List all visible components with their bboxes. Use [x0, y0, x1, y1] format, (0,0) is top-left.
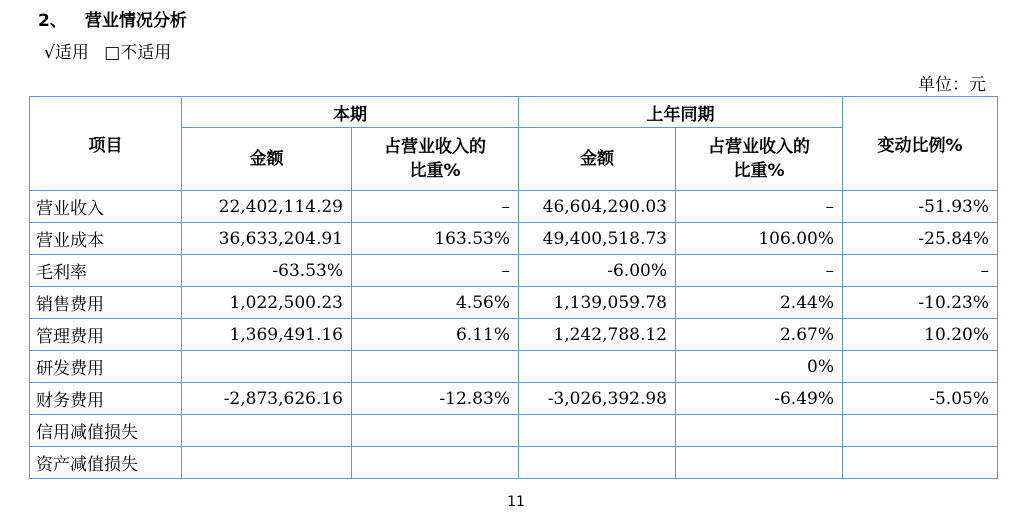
row-item: 资产减值损失 [30, 447, 182, 479]
prior-share-cell: -6.49% [676, 383, 843, 415]
current-share-cell: 4.56% [352, 287, 519, 319]
option-applicable: √适用 [44, 43, 89, 63]
prior-share-cell [676, 447, 843, 479]
table-row [30, 415, 998, 447]
prior-amount-cell: -3,026,392.98 [519, 383, 676, 415]
current-share-cell: – [352, 191, 519, 223]
header-prior-share [676, 128, 843, 191]
prior-amount-cell: 49,400,518.73 [519, 223, 676, 255]
change-ratio-cell: -25.84% [843, 223, 998, 255]
prior-share-cell [676, 415, 843, 447]
current-share-cell: -12.83% [352, 383, 519, 415]
current-share-cell [352, 415, 519, 447]
operating-analysis-table [29, 96, 998, 479]
prior-amount-cell: 1,242,788.12 [519, 319, 676, 351]
option-not-applicable: □不适用 [104, 43, 172, 63]
row-item: 管理费用 [30, 319, 182, 351]
section-title: 营业情况分析 [84, 11, 187, 31]
prior-amount-cell [519, 351, 676, 383]
applicability-options [44, 38, 181, 63]
section-heading [38, 6, 187, 31]
prior-share-cell: – [676, 191, 843, 223]
table-body [30, 191, 998, 479]
table-row [30, 287, 998, 319]
prior-share-cell: 2.44% [676, 287, 843, 319]
row-item: 销售费用 [30, 287, 182, 319]
table-row [30, 191, 998, 223]
current-amount-cell [182, 351, 352, 383]
current-amount-cell: -2,873,626.16 [182, 383, 352, 415]
row-item: 财务费用 [30, 383, 182, 415]
table-row [30, 383, 998, 415]
prior-amount-cell: 46,604,290.03 [519, 191, 676, 223]
prior-amount-cell [519, 415, 676, 447]
header-change-ratio: 变动比例% [843, 97, 998, 191]
prior-amount-cell [519, 447, 676, 479]
change-ratio-cell: -5.05% [843, 383, 998, 415]
header-share-line1: 占营业收入的 [708, 137, 810, 157]
current-share-cell: 163.53% [352, 223, 519, 255]
current-share-cell [352, 447, 519, 479]
row-item: 毛利率 [30, 255, 182, 287]
prior-amount-cell: 1,139,059.78 [519, 287, 676, 319]
header-current-period: 本期 [182, 97, 519, 128]
header-share-line1: 占营业收入的 [384, 137, 486, 157]
section-number: 2、 [38, 11, 67, 31]
row-item: 研发费用 [30, 351, 182, 383]
prior-share-cell: 0% [676, 351, 843, 383]
current-amount-cell: -63.53% [182, 255, 352, 287]
table-row [30, 319, 998, 351]
change-ratio-cell: -51.93% [843, 191, 998, 223]
row-item: 信用减值损失 [30, 415, 182, 447]
header-prior-amount: 金额 [519, 128, 676, 191]
header-item: 项目 [30, 97, 182, 191]
prior-share-cell: – [676, 255, 843, 287]
header-prior-period: 上年同期 [519, 97, 843, 128]
change-ratio-cell [843, 351, 998, 383]
header-current-amount: 金额 [182, 128, 352, 191]
header-current-share [352, 128, 519, 191]
current-amount-cell [182, 415, 352, 447]
current-amount-cell: 1,022,500.23 [182, 287, 352, 319]
prior-share-cell: 106.00% [676, 223, 843, 255]
change-ratio-cell [843, 447, 998, 479]
change-ratio-cell: – [843, 255, 998, 287]
prior-share-cell: 2.67% [676, 319, 843, 351]
table-row [30, 447, 998, 479]
change-ratio-cell [843, 415, 998, 447]
table-row [30, 223, 998, 255]
current-amount-cell: 22,402,114.29 [182, 191, 352, 223]
prior-amount-cell: -6.00% [519, 255, 676, 287]
header-share-line2: 比重% [409, 161, 461, 181]
current-share-cell: 6.11% [352, 319, 519, 351]
row-item: 营业收入 [30, 191, 182, 223]
current-amount-cell: 36,633,204.91 [182, 223, 352, 255]
change-ratio-cell: -10.23% [843, 287, 998, 319]
current-share-cell: – [352, 255, 519, 287]
header-share-line2: 比重% [733, 161, 785, 181]
change-ratio-cell: 10.20% [843, 319, 998, 351]
current-amount-cell [182, 447, 352, 479]
current-amount-cell: 1,369,491.16 [182, 319, 352, 351]
table-row [30, 255, 998, 287]
page-number: 11 [507, 494, 525, 510]
row-item: 营业成本 [30, 223, 182, 255]
unit-label: 单位：元 [918, 75, 986, 95]
table-row [30, 351, 998, 383]
current-share-cell [352, 351, 519, 383]
